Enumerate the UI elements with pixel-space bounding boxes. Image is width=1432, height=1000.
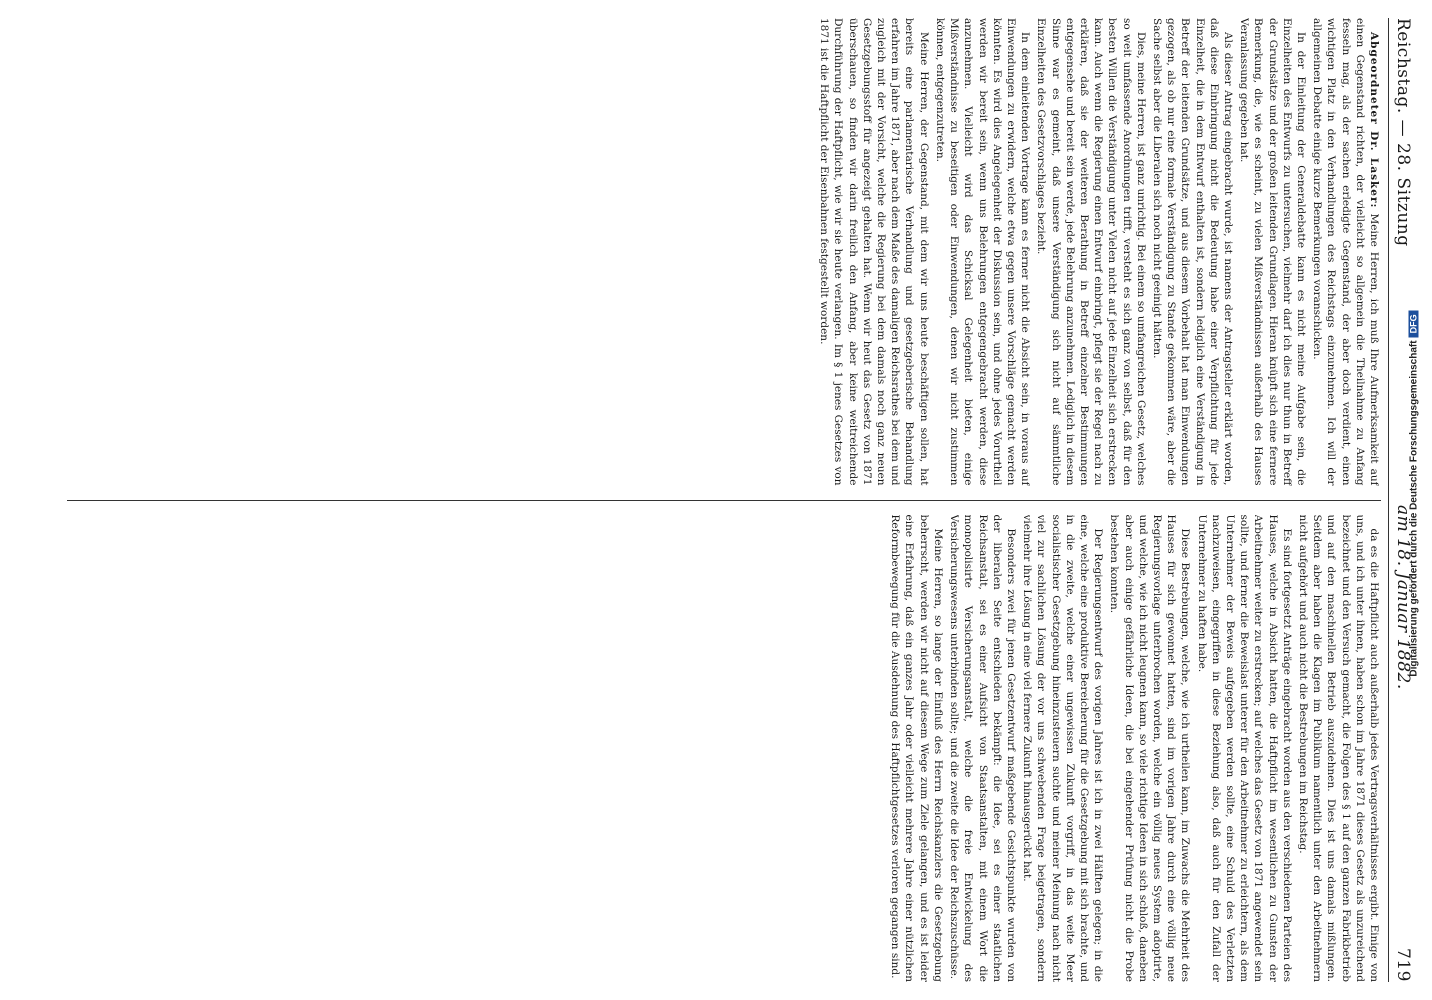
paragraph (933, 18, 1032, 486)
paragraph-text: Diese Bestrebungen, welche, wie ich urtheilen kann, im Zuwachs die Mehrheit des Hauses für sich gewonnet hatten, sind im vorigen Jahre durch eine völlig neue Regierungsvorlage unterbrochen worden, welche ein völlig neues System adoptirte, und welche, wie ich nicht leugnen kann, so viele richtige Ideen in sich schloß, daneben aber auch einige gefährliche Ideen, die bei eingehender Prüfung nicht die Probe bestehen konnten. (1108, 514, 1192, 982)
rotated-content (67, 18, 1417, 982)
paragraph (1020, 515, 1105, 983)
column-divider (67, 500, 1381, 501)
paragraph-text: Der Regierungsentwurf des vorigen Jahres ist ich in zwei Hälften gelegen; in die eine, welche eine produktive Bereicherung für die Gesetzgebung mit sich brachte, und in die zweite, welche einer ungewissen Zukunft vorgriff, in das weite Meer socialistischer Gesetzgebung hineinzusteuern suchte und meiner Meinung nach nicht viel zur sachlichen Lösung der vor uns schwebenden Frage beigetragen, sondern vielmehr ihre Lösung in eine viel fernere Zukunft hinausgerückt hat. (1021, 514, 1105, 982)
scanned-page (60, 8, 1420, 992)
paragraph (1107, 515, 1192, 983)
paragraph (888, 515, 945, 983)
paragraph-text: Es sind fortgesetzt Anträge eingebracht worden aus den verschiedenen Parteien des Hauses, welche in Absicht hatten, die Haftpflicht im wesentlichen zu Gunsten der Arbeitnehmer weiter zu erstrecken; auf welches das Gesetz von 1871 angewendet sein sollte, und ferner die Beweislast unterer für den Arbeitnehmer zu erleichtern, als dem Unternehmer der Beweis aufgegeben werden sollte, eine Schuld des Verletzten nachzuweisen, eingegriffen in diese Beziehung also, daß auch für den Zufall der Unternehmer zu haften habe. (1195, 514, 1293, 982)
paragraph-text: In dem einleitenden Vortrage kann es ferner nicht die Absicht sein, in voraus auf Einwendungen zu erwidern, welche etwa gegen unsere Vorschläge gemacht werden könnten. Es wird dies Angelegenheit der Diskussion sein, und ohne jedes Vorurtheil werden wir bereit sein, wenn uns Belehrungen entgegengebracht werden, diese anzunehmen. Vielleicht wird das Schicksal Gelegenheit bieten, einige Mißverständnisse zu beseitigen oder Einwendungen, denen wir nicht zustimmen können, entgegenzutreten. (933, 18, 1032, 486)
header-date: am 18. Januar 1882. (1393, 504, 1413, 690)
paragraph-text: Meine Herren, so lange der Einfluß des Herrn Reichskanzlers die Gesetzgebung beherrscht, werden wir nicht auf diesem Wege zum Ziele gelangen, und es ist leider eine Erfahrung, daß ein ganzes Jahr oder vielleicht mehrere Jahre einer nützlichen Reformbewegung für die Ausdehnung des Haftpflichtgesetzes verloren gegangen sind. (889, 514, 944, 982)
paragraph-text: Besonders zwei für jenen Gesetzentwurf maßgebende Gesichtspunkte wurden von der liberalen Seite entschieden bekämpft: die Idee, sei es einer staatlichen Reichsanstalt, sei es einer Aufsicht von Staatsanstalten, mit einem Wort die monopolisirte Versicherungsanstalt, welche die freie Entwickelung des Versicherungswesens unterbinden sollte; und die zweite die Idee der Reichszuschüsse. (948, 514, 1017, 982)
speaker-name: Abgeordneter Dr. Lasker: (1368, 32, 1380, 209)
right-column (67, 515, 1381, 983)
paragraph-text: In der Einleitung der Generaldebatte kann es nicht meine Aufgabe sein, die Einzelheiten des Entwurfs zu untersuchen, vielmehr darf ich dies nur thun in Betreff der Grundsätze und der großen leitenden Grundlagen. Hieran knüpft sich eine fernere Bemerkung, die, wie es scheint, zu vielen Mißverständnissen außerhalb des Hauses Veranlassung gegeben hat. (1238, 18, 1307, 486)
paragraph-text: Meine Herren, ich muß Ihre Aufmerksamkeit auf einen Gegenstand richten, der vielleicht so allgemein die Theilnahme zu Anfang fesseln mag, als der sachen erledigte Gegenstand, der aber doch verdient, einen wichtigen Platz in den Verhandlungen des Reichstags einzunehmen. Ich will der allgemeinen Debatte einige kurze Bemerkungen voranschicken. (1311, 18, 1380, 486)
footer-caption: Digitalisierung gefördert durch die Deutsche Forschungsgemeinschaft (1408, 340, 1420, 677)
paragraph (1034, 18, 1148, 486)
paragraph (1310, 18, 1381, 486)
paragraph-text: Meine Herren, der Gegenstand, mit dem wir uns heute beschäftigen sollen, hat bereits eine parlamentarische Verhandlung und gesetzgeberische Behandlung erfahren im Jahre 1871, aber nach dem Maße des damaligen Reichsrathes bei dem und zugleich mit der Vorsicht, welche die Regierung bei dem damals noch ganz neuen Gesetzgebungsstoff für angezeigt gehalten hat. Wenn wir heut das Gesetz von 1871 überschauen, so finden wir darin freilich den Anfang, aber keine weitreichende Durchführung der Haftpflicht, wie wir sie heute verlangen. Im § 1 jenes Gesetzes von 1871 ist die Haftpflicht der Eisenbahnen festgestellt worden. (818, 18, 930, 486)
dfg-footer (1404, 8, 1430, 992)
page-number: 719 (1393, 948, 1413, 982)
paragraph (1150, 18, 1235, 486)
header-left: Reichstag. — 28. Sitzung (1393, 18, 1413, 247)
paragraph-text: da es die Haftpflicht auch außerhalb jedes Vertragsverhältnisses ergibt. Einige von uns, und ich unter ihnen, haben schon im Jahre 1871 dieses Gesetz als unzureichend bezeichnet und den Versuch gemacht, die Folgen des § 1 auf den ganzen Fabrikbetrieb und auf den maschinellen Betrieb auszudehnen. Dies ist uns damals mißlungen. Seitdem aber haben die Klagen im Publikum namentlich unter den Arbeitnehmern nicht aufgehört und auch nicht die Bestrebungen im Reichstag. (1296, 514, 1380, 982)
left-column (67, 18, 1381, 486)
paragraph (1194, 515, 1293, 983)
text-columns (67, 18, 1381, 982)
paragraph (947, 515, 1018, 983)
dfg-logo: DFG (1409, 310, 1419, 337)
paragraph (817, 18, 931, 486)
footer-text (1409, 14, 1420, 974)
paragraph (1296, 515, 1381, 983)
paragraph-text: Als dieser Antrag eingebracht wurde, ist namens der Antragsteller erklärt worden, daß diese Einbringung nicht die Bedeutung habe einer Verpflichtung für jede Einzelheit, die in dem Entwurf enthalten ist, sondern lediglich eine Verständigung in Betreff der leitenden Grundsätze, und aus diesem Vorbehalt hat man Einwendungen gezogen, als ob nur eine formale Verständigung zu Stande gekommen wäre, aber die Sache selbst aber die Liberalen sich noch nicht geeinigt hätten. (1150, 18, 1234, 486)
paragraph-text: Dies, meine Herren, ist ganz unrichtig. Bei einem so umfangreichen Gesetz, welches so weit umfassende Anordnungen trifft, versteht es sich ganz von selbst, daß für den besten Willen die Verständigung unter Vielen nicht auf jede Einzelheit sich erstrecken kann. Auch wenn die Regierung einen Entwurf einbringt, pflegt sie der Regel nach zu erklären, daß sie der weiteren Berathung in Betreff einzelner Bestimmungen entgegensehe und bereit sein werde, jede Belehrung anzunehmen. Lediglich in diesem Sinne war es gemeint, daß unsere Verständigung sich nicht auf sämmtliche Einzelheiten des Gesetzvorschlages bezieht. (1035, 18, 1147, 486)
paragraph (1237, 18, 1308, 486)
